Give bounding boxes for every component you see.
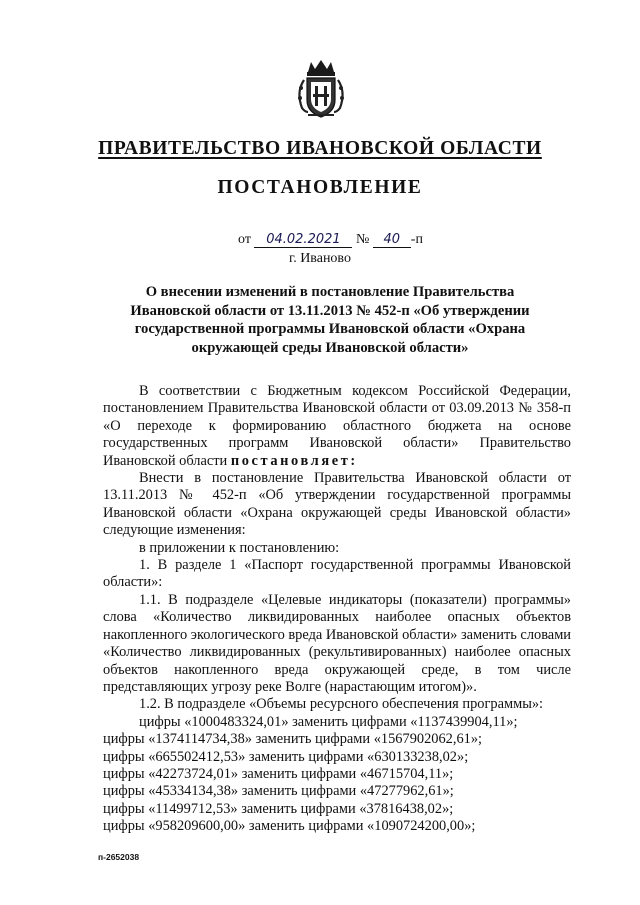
document-date: 04.02.2021 [254, 232, 352, 248]
replacement-list [103, 714, 571, 836]
crown-shield-icon [294, 58, 348, 120]
replacement-item: цифры «1374114734,38» заменить цифрами «1567902062,61»; [103, 731, 483, 748]
paragraph-preamble [103, 383, 571, 470]
document-code: п-2652038 [98, 852, 140, 862]
number-sign: № [355, 232, 370, 247]
document-subject: О внесении изменений в постановление Правительства Ивановской области от 13.11.2013 № 452-п «Об утверждении государственной программы Ивановской области «Охрана окружающей среды Ивановской области» [130, 284, 530, 356]
replacement-item: цифры «45334134,38» заменить цифрами «47277962,61»; [103, 783, 454, 800]
number-suffix: -п [410, 232, 423, 247]
paragraph-1-2: 1.2. В подразделе «Объемы ресурсного обеспечения программы»: [139, 696, 544, 713]
document-number: 40 [373, 232, 411, 248]
replacement-item: цифры «42273724,01» заменить цифрами «46715704,11»; [103, 765, 454, 782]
paragraph-appendix: в приложении к постановлению: [139, 539, 340, 556]
document-body [103, 383, 571, 836]
government-title: ПРАВИТЕЛЬСТВО ИВАНОВСКОЙ ОБЛАСТИ [98, 138, 542, 159]
paragraph-section-1: 1. В разделе 1 «Паспорт государственной программы Ивановской области»: [103, 557, 571, 591]
from-label: от [238, 232, 251, 247]
document-type: ПОСТАНОВЛЕНИЕ [217, 177, 423, 198]
paragraph-amend: Внести в постановление Правительства Ивановской области от 13.11.2013 № 452-п «Об утверждении государственной программы Ивановской области «Охрана окружающей среды Ивановской области» следующие изменения: [103, 470, 571, 539]
registration-line [238, 232, 423, 248]
replacement-item: цифры «1000483324,01» заменить цифрами «1137439904,11»; [139, 713, 518, 730]
replacement-item: цифры «665502412,53» заменить цифрами «630133238,02»; [103, 748, 469, 765]
preamble-text: В соответствии с Бюджетным кодексом Российской Федерации, постановлением Правительства Ивановской области от 03.09.2013 № 358-п «О переходе к формированию областного бюджета на основе государственных программ Ивановской области» Правительство Ивановской области [103, 383, 571, 469]
city: г. Иваново [289, 251, 351, 266]
replacement-item: цифры «958209600,00» заменить цифрами «1090724200,00»; [103, 818, 476, 835]
coat-of-arms-emblem [294, 58, 348, 120]
paragraph-1-1: 1.1. В подразделе «Целевые индикаторы (показатели) программы» слова «Количество ликвидированных наиболее опасных объектов накопленного экологического вреда Ивановской области» заменить словами «Количество ликвидированных (рекультивированных) наиболее опасных объектов накопленного вреда окружающей среде, в том числе представляющих угрозу реке Волге (нарастающим итогом)». [103, 591, 571, 695]
replacement-item: цифры «11499712,53» заменить цифрами «37816438,02»; [103, 800, 454, 817]
resolves-word: постановляет: [230, 452, 358, 469]
